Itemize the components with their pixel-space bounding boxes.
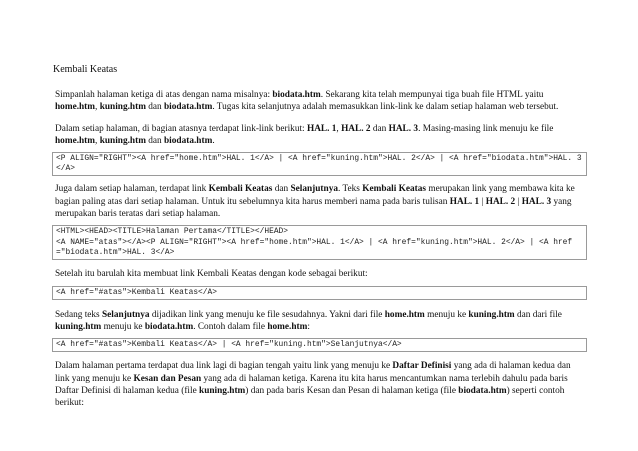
code-block: <HTML><HEAD><TITLE>Halaman Pertama</TITLE></HEAD> <A NAME="atas"></A><P ALIGN="RIGHT"><A href="home.htm">HAL. 1</A> | <A href="kuning.htm">HAL. 2</A> | <A href="biodata.htm">HAL. 3</A> (52, 225, 587, 260)
paragraph (52, 358, 587, 412)
document-page (52, 64, 587, 412)
bold-term: Selanjutnya (290, 184, 338, 195)
text-run: , (336, 123, 342, 134)
text-run: . Masing-masing link menuju ke file (418, 123, 554, 134)
text-run: . Contoh dalam file (193, 322, 268, 333)
bold-term: biodata.htm (272, 90, 321, 100)
text-run: Simpanlah halaman ketiga di atas dengan nama misalnya: (55, 90, 273, 100)
text-run: | (479, 196, 486, 207)
bold-term: biodata.htm (164, 136, 213, 147)
bold-term: home.htm (55, 136, 96, 147)
text-run: Setelah itu barulah kita membuat link Kembali Keatas dengan kode sebagai berikut: (55, 269, 368, 280)
text-run: dan (145, 102, 165, 113)
paragraph (52, 181, 587, 222)
bold-term: biodata.htm (458, 385, 507, 396)
bold-term: biodata.htm (164, 102, 213, 113)
text-run: dan (145, 136, 165, 147)
bold-term: HAL. 3 (521, 196, 552, 207)
bold-term: Kembali Keatas (362, 184, 427, 195)
text-run: Juga dalam setiap halaman, terdapat link (55, 184, 209, 195)
text-run: | (515, 196, 522, 207)
bold-term: home.htm (55, 102, 96, 113)
page-heading: Kembali Keatas (53, 64, 118, 75)
paragraph (52, 307, 587, 336)
paragraph (52, 121, 587, 150)
bold-term: HAL. 3 (388, 123, 419, 134)
code-block: <P ALIGN="RIGHT"><A href="home.htm">HAL. 1</A> | <A href="kuning.htm">HAL. 2</A> | <A href="biodata.htm">HAL. 3</A> (52, 152, 587, 177)
bold-term: kuning.htm (99, 102, 146, 113)
bold-term: biodata.htm (144, 322, 194, 333)
text-run: dan dari file (514, 310, 562, 321)
bold-term: kuning.htm (199, 385, 246, 396)
text-run: . Tugas kita selanjutnya adalah memasukkan link-link ke dalam setiap halaman web tersebut. (212, 102, 559, 113)
text-run: dan (370, 123, 389, 134)
bold-term: kuning.htm (55, 322, 102, 333)
text-run: dan (272, 184, 291, 195)
bold-term: Kesan dan Pesan (133, 373, 202, 384)
text-run: , (95, 102, 100, 113)
text-run: merupakan link yang membawa kita ke bagian paling atas dari setiap halaman. Untuk itu sebelumnya kita harus memberi nama pada baris tulisan (55, 184, 575, 207)
text-run: . Teks (338, 184, 363, 195)
bold-term: kuning.htm (468, 310, 515, 321)
text-run: Sedang teks (55, 310, 102, 321)
bold-term: kuning.htm (99, 136, 146, 147)
paragraph (52, 87, 587, 116)
text-run: ) seperti contoh berikut: (55, 385, 565, 409)
code-block: <A href="#atas">Kembali Keatas</A> (52, 286, 587, 300)
bold-term: HAL. 1 (449, 196, 480, 207)
text-run: dijadikan link yang menuju ke file sesudahnya. Yakni dari file (149, 310, 385, 321)
bold-term: home.htm (267, 322, 308, 333)
paragraph (52, 266, 587, 282)
text-run: . (212, 136, 215, 147)
bold-term: Selanjutnya (102, 310, 150, 321)
bold-term: home.htm (384, 310, 425, 321)
text-run: : (307, 322, 310, 333)
bold-term: HAL. 2 (341, 123, 371, 134)
bold-term: HAL. 2 (485, 196, 516, 207)
text-run: Dalam halaman pertama terdapat dua link lagi di bagian tengah yaitu link yang menuju ke (55, 361, 393, 372)
code-block: <A href="#atas">Kembali Keatas</A> | <A href="kuning.htm">Selanjutnya</A> (52, 338, 587, 352)
bold-term: HAL. 1 (306, 123, 337, 134)
text-run: . Sekarang kita telah mempunyai tiga buah file HTML yaitu (320, 90, 544, 100)
text-run: ) dan pada baris Kesan dan Pesan di halaman ketiga (file (245, 385, 459, 396)
text-run: , (95, 136, 100, 147)
text-run: yang ada di halaman ketiga. Karena itu kita harus mencantumkan nama terlebih dahulu pada baris Daftar Definisi di halaman kedua (file (55, 373, 568, 396)
text-run: menuju ke (101, 322, 145, 333)
text-run: Dalam setiap halaman, di bagian atasnya terdapat link-link berikut: (55, 123, 307, 134)
bold-term: Kembali Keatas (208, 184, 273, 195)
text-run: yang ada di halaman kedua dan link yang menuju ke (55, 361, 571, 384)
text-run: menuju ke (424, 310, 469, 321)
bold-term: Daftar Definisi (392, 361, 452, 372)
text-run: yang merupakan baris teratas dari setiap halaman. (55, 196, 572, 220)
